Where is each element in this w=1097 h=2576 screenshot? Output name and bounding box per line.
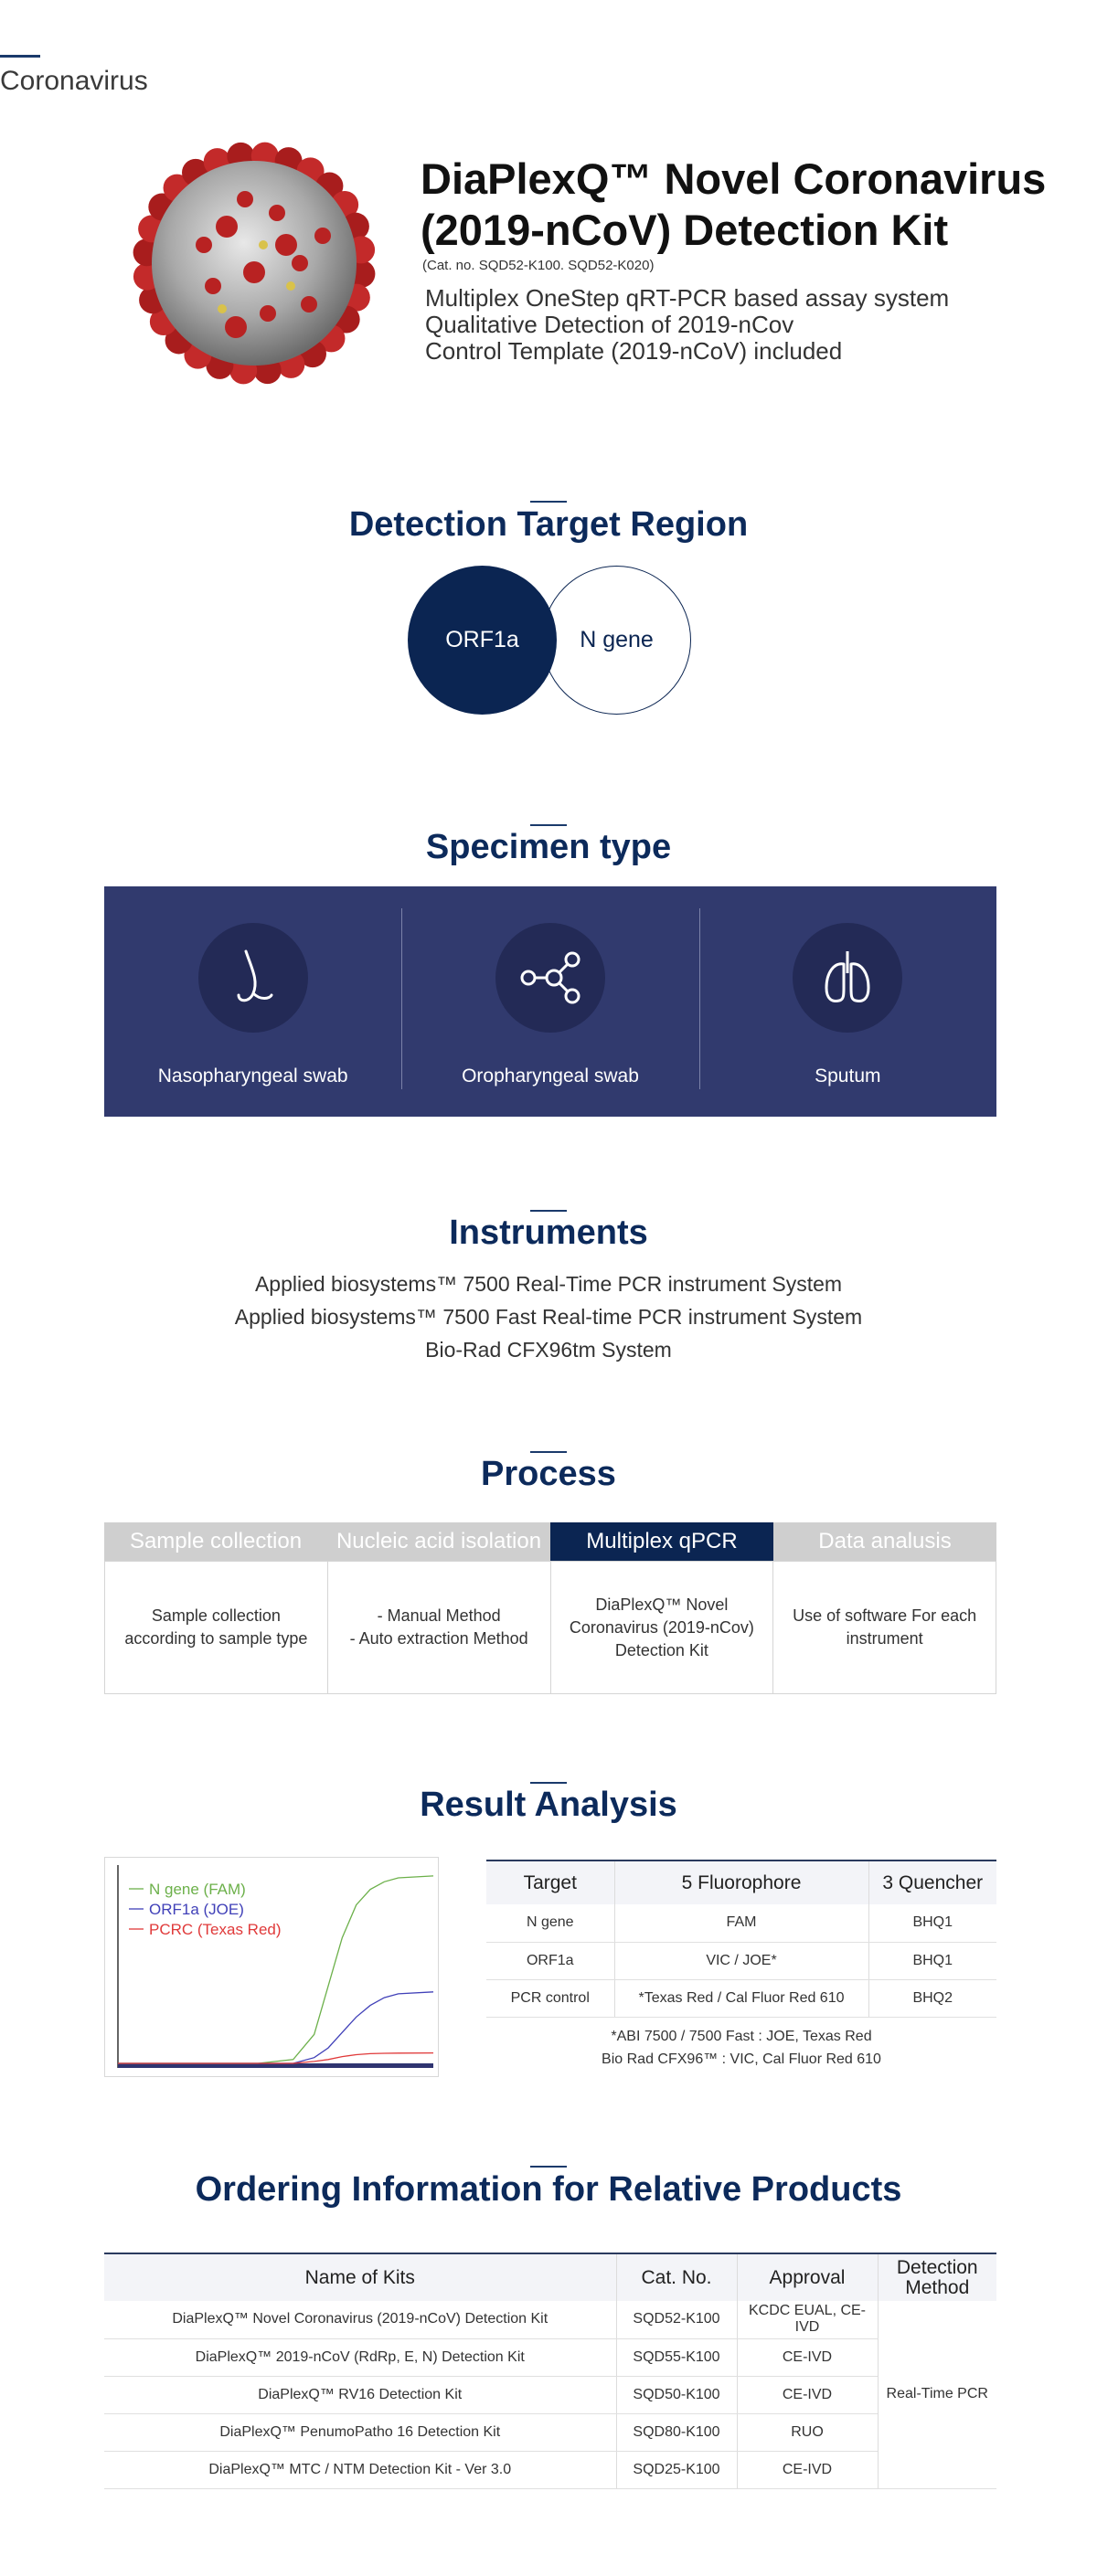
col-header: Name of Kits [104,2253,616,2301]
table-cell: CE-IVD [737,2376,878,2413]
table-row [486,1979,996,2017]
chart-svg [105,1858,440,2078]
table-cell: DiaPlexQ™ RV16 Detection Kit [104,2376,616,2413]
process-desc: - Manual Method - Auto extraction Method [327,1562,550,1693]
process-title: Process [481,1455,616,1493]
instruments-title: Instruments [449,1214,648,1252]
feature-line: Qualitative Detection of 2019-nCov [425,311,794,338]
table-row [486,1904,996,1942]
section-accent-line [530,1210,567,1212]
table-row [104,2338,996,2376]
catalog-number: (Cat. no. SQD52-K100. SQD52-K020) [422,258,655,273]
result-title: Result Analysis [420,1786,677,1824]
table-cell: DiaPlexQ™ 2019-nCoV (RdRp, E, N) Detection Kit [104,2338,616,2376]
table-cell: DiaPlexQ™ PenumoPatho 16 Detection Kit [104,2413,616,2451]
process-step: Data analusis [773,1522,996,1561]
baseline [118,2063,433,2068]
process-desc: Use of software For each instrument [772,1562,996,1693]
specimen-item [699,886,996,1117]
specimen-label: Oropharyngeal swab [462,1065,639,1087]
lungs-icon [793,923,902,1033]
section-accent-line [530,1782,567,1784]
process-descriptions [104,1561,996,1694]
table-row [104,2413,996,2451]
product-title-line2: (2019-nCoV) Detection Kit [421,206,949,254]
section-accent-line [530,1451,567,1453]
table-row [104,2376,996,2413]
table-cell: DiaPlexQ™ MTC / NTM Detection Kit - Ver 3.0 [104,2451,616,2488]
fluorophore-table [486,1860,996,2018]
detection-title: Detection Target Region [348,505,749,544]
table-cell: SQD52-K100 [616,2301,737,2338]
instrument-item: Bio-Rad CFX96tm System [425,1338,672,1362]
process-desc: DiaPlexQ™ Novel Coronavirus (2019-nCov) Detection Kit [550,1562,773,1693]
detection-method-cell: Real-Time PCR [878,2301,996,2488]
col-header: Cat. No. [616,2253,737,2301]
instrument-item: Applied biosystems™ 7500 Real-Time PCR instrument System [254,1272,843,1296]
note-line: Bio Rad CFX96™ : VIC, Cal Fluor Red 610 [602,2051,881,2067]
table-cell: N gene [486,1904,614,1942]
col-header: Target [486,1860,614,1904]
process-step: Sample collection [104,1522,327,1561]
table-row [104,2451,996,2488]
table-cell: PCR control [486,1979,614,2017]
product-features [425,285,949,365]
target-orf1a: ORF1a [408,566,557,715]
instrument-item: Applied biosystems™ 7500 Fast Real-time PCR instrument System [234,1305,863,1329]
table-cell: SQD50-K100 [616,2376,737,2413]
page-title: Coronavirus [0,66,148,96]
table-cell: ORF1a [486,1942,614,1979]
feature-line: Control Template (2019-nCoV) included [425,337,843,365]
target-n-gene: N gene [542,566,691,715]
specimen-panel [104,886,996,1117]
col-header: 3 Quencher [868,1860,996,1904]
series-line-1 [118,1992,433,2063]
table-row [104,2301,996,2338]
product-title-line1: DiaPlexQ™ Novel Coronavirus [421,154,1047,203]
table-cell: *Texas Red / Cal Fluor Red 610 [614,1979,868,2017]
legend-label: PCRC (Texas Red) [149,1921,282,1938]
table-cell: KCDC EUAL, CE-IVD [737,2301,878,2338]
process-desc: Sample collection according to sample type [124,1606,308,1648]
process-step-active: Multiplex qPCR [550,1522,773,1561]
table-cell: BHQ2 [868,1979,996,2017]
table-cell: CE-IVD [737,2338,878,2376]
amplification-chart [104,1857,439,2077]
section-accent-line [530,824,567,826]
molecule-icon [495,923,605,1033]
ordering-table [104,2253,996,2489]
specimen-item [401,886,698,1117]
instruments-list [0,1267,1097,1366]
process-table [104,1522,996,1694]
specimen-item [104,886,401,1117]
legend-label: ORF1a (JOE) [149,1901,244,1918]
table-cell: VIC / JOE* [614,1942,868,1979]
specimen-title: Specimen type [425,828,672,866]
table-row [486,1942,996,1979]
fluorophore-notes [486,2025,996,2071]
section-accent-line [530,501,567,503]
process-steps [104,1522,996,1561]
specimen-label: Nasopharyngeal swab [157,1065,348,1087]
section-accent-line [530,2166,567,2168]
table-cell: FAM [614,1904,868,1942]
table-cell: BHQ1 [868,1942,996,1979]
feature-line: Multiplex OneStep qRT-PCR based assay system [425,284,950,312]
table-cell: CE-IVD [737,2451,878,2488]
legend-label: N gene (FAM) [149,1881,246,1898]
nose-icon [198,923,308,1033]
table-cell: RUO [737,2413,878,2451]
col-header: 5 Fluorophore [614,1860,868,1904]
ordering-title: Ordering Information for Relative Products [195,2170,902,2209]
table-cell: SQD55-K100 [616,2338,737,2376]
note-line: *ABI 7500 / 7500 Fast : JOE, Texas Red [611,2029,872,2044]
table-cell: BHQ1 [868,1904,996,1942]
col-header: Detection Method [878,2253,996,2301]
table-cell: SQD25-K100 [616,2451,737,2488]
table-cell: DiaPlexQ™ Novel Coronavirus (2019-nCoV) Detection Kit [104,2301,616,2338]
table-cell: SQD80-K100 [616,2413,737,2451]
col-header: Approval [737,2253,878,2301]
process-step: Nucleic acid isolation [327,1522,550,1561]
product-title [421,154,1079,256]
coronavirus-image [117,126,391,400]
title-accent-bar [0,55,40,58]
specimen-label: Sputum [815,1065,881,1087]
